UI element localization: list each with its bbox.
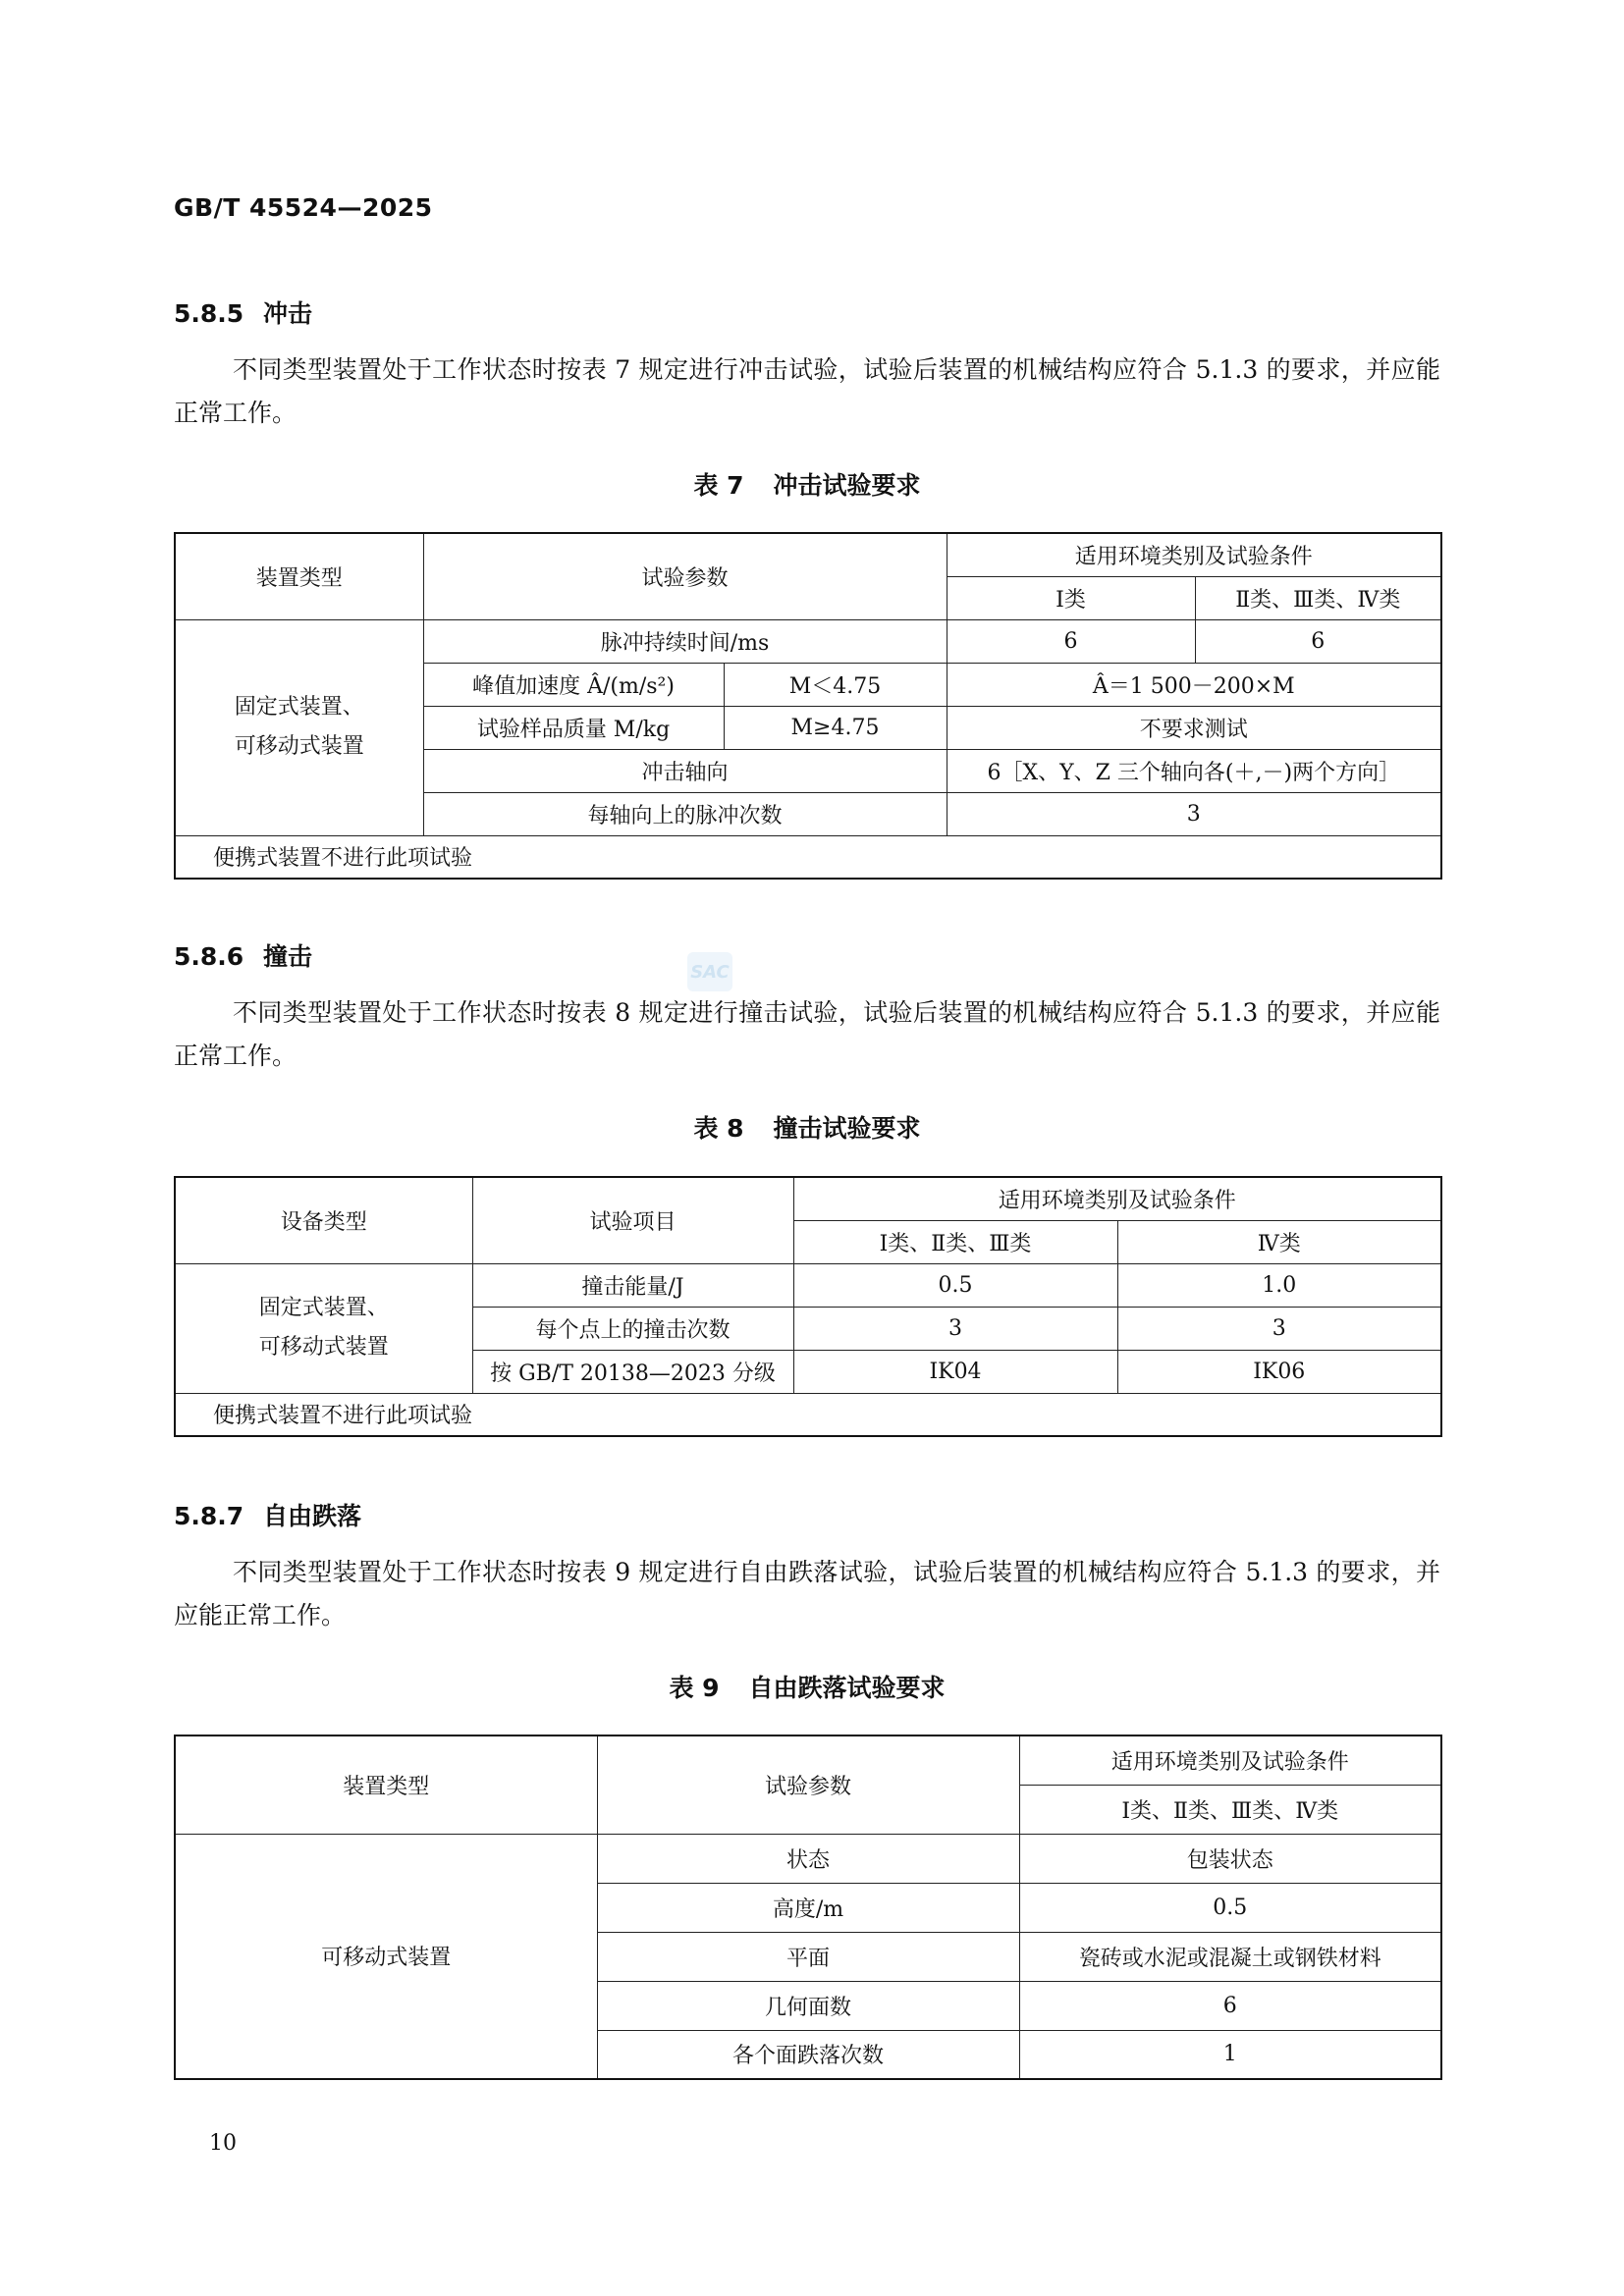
header-device-type: 装置类型 [175, 1735, 597, 1834]
section-heading-5-8-6 [174, 937, 312, 973]
value-cell: 1 [1019, 2030, 1441, 2079]
table-caption-number: 表 9 [669, 1674, 720, 1702]
condition-cell: M≥4.75 [724, 706, 947, 749]
value-cell: IK04 [793, 1350, 1117, 1393]
table-note: 便携式装置不进行此项试验 [175, 835, 1441, 879]
value-cell: 瓷砖或水泥或混凝土或钢铁材料 [1019, 1932, 1441, 1981]
device-line: 可移动式装置 [234, 734, 364, 759]
test-parameter: 高度/m [597, 1883, 1019, 1932]
section-number: 5.8.7 [174, 1502, 244, 1530]
value-cell: 6 [1195, 619, 1441, 663]
header-environment-conditions: 适用环境类别及试验条件 [1019, 1735, 1441, 1785]
header-environment-conditions: 适用环境类别及试验条件 [793, 1177, 1441, 1220]
table-caption-number: 表 7 [693, 471, 744, 500]
page-number: 10 [209, 2131, 237, 2156]
sac-watermark-logo: SAC [687, 952, 732, 991]
value-cell: 3 [1117, 1307, 1441, 1350]
value-cell: 包装状态 [1019, 1834, 1441, 1883]
device-line: 可移动式装置 [258, 1335, 389, 1360]
device-line: 固定式装置、 [234, 695, 364, 720]
param-peak-acceleration: 峰值加速度 Â/(m/s²) [423, 663, 724, 706]
table-caption-title: 冲击试验要求 [773, 471, 921, 500]
value-cell: 3 [793, 1307, 1117, 1350]
standard-code: GB/T 45524—2025 [174, 193, 433, 222]
table-caption-title: 撞击试验要求 [773, 1114, 921, 1143]
header-class-1: Ⅰ类 [947, 576, 1195, 619]
param-shock-axis: 冲击轴向 [423, 749, 947, 792]
section-number: 5.8.5 [174, 299, 244, 328]
value-cell: 0.5 [793, 1263, 1117, 1307]
param-sample-mass: 试验样品质量 M/kg [423, 706, 724, 749]
device-cell: 可移动式装置 [175, 1834, 597, 2079]
test-parameter: 平面 [597, 1932, 1019, 1981]
table-9-caption [174, 1669, 1440, 1704]
value-cell: 6 [947, 619, 1195, 663]
device-cell [175, 1263, 472, 1393]
param-pulse-duration: 脉冲持续时间/ms [423, 619, 947, 663]
section-paragraph-5-8-6: 不同类型装置处于工作状态时按表 8 规定进行撞击试验，试验后装置的机械结构应符合 5.1.3 的要求，并应能正常工作。 [174, 998, 1440, 1070]
section-number: 5.8.6 [174, 942, 244, 971]
table-8 [174, 1176, 1442, 1437]
test-item: 按 GB/T 20138—2023 分级 [472, 1350, 793, 1393]
table-caption-number: 表 8 [693, 1114, 744, 1143]
header-test-item: 试验项目 [472, 1177, 793, 1263]
test-item: 撞击能量/J [472, 1263, 793, 1307]
header-class-all: Ⅰ类、Ⅱ类、Ⅲ类、Ⅳ类 [1019, 1785, 1441, 1834]
test-parameter: 几何面数 [597, 1981, 1019, 2030]
table-7-caption [174, 466, 1440, 502]
header-device-type: 设备类型 [175, 1177, 472, 1263]
table-caption-title: 自由跌落试验要求 [748, 1674, 946, 1702]
table-7 [174, 532, 1442, 880]
header-device-type: 装置类型 [175, 533, 423, 619]
header-test-parameter: 试验参数 [423, 533, 947, 619]
value-cell: 3 [947, 792, 1441, 835]
section-heading-5-8-7 [174, 1497, 361, 1532]
value-cell: 0.5 [1019, 1883, 1441, 1932]
value-cell: 不要求测试 [947, 706, 1441, 749]
test-parameter: 各个面跌落次数 [597, 2030, 1019, 2079]
value-cell: 1.0 [1117, 1263, 1441, 1307]
value-cell: 6 [1019, 1981, 1441, 2030]
table-9 [174, 1735, 1442, 2080]
device-line: 固定式装置、 [258, 1296, 389, 1320]
test-parameter: 状态 [597, 1834, 1019, 1883]
header-environment-conditions: 适用环境类别及试验条件 [947, 533, 1441, 576]
table-note: 便携式装置不进行此项试验 [175, 1393, 1441, 1436]
section-paragraph-5-8-7: 不同类型装置处于工作状态时按表 9 规定进行自由跌落试验，试验后装置的机械结构应符合 5.1.3 的要求，并应能正常工作。 [174, 1558, 1440, 1629]
header-test-parameter: 试验参数 [597, 1735, 1019, 1834]
header-class-4: Ⅳ类 [1117, 1220, 1441, 1263]
test-item: 每个点上的撞击次数 [472, 1307, 793, 1350]
section-title: 自由跌落 [263, 1502, 362, 1530]
value-cell: 6［X、Y、Z 三个轴向各(＋,－)两个方向］ [947, 749, 1441, 792]
header-class-1-2-3: Ⅰ类、Ⅱ类、Ⅲ类 [793, 1220, 1117, 1263]
section-paragraph-5-8-5: 不同类型装置处于工作状态时按表 7 规定进行冲击试验，试验后装置的机械结构应符合 5.1.3 的要求，并应能正常工作。 [174, 355, 1440, 427]
device-cell [175, 619, 423, 835]
table-8-caption [174, 1109, 1440, 1145]
value-cell: IK06 [1117, 1350, 1441, 1393]
header-class-2-3-4: Ⅱ类、Ⅲ类、Ⅳ类 [1195, 576, 1441, 619]
section-title: 撞击 [263, 942, 313, 971]
value-cell: Â＝1 500－200×M [947, 663, 1441, 706]
condition-cell: M＜4.75 [724, 663, 947, 706]
section-heading-5-8-5 [174, 294, 312, 330]
section-title: 冲击 [263, 299, 313, 328]
param-pulses-per-axis: 每轴向上的脉冲次数 [423, 792, 947, 835]
